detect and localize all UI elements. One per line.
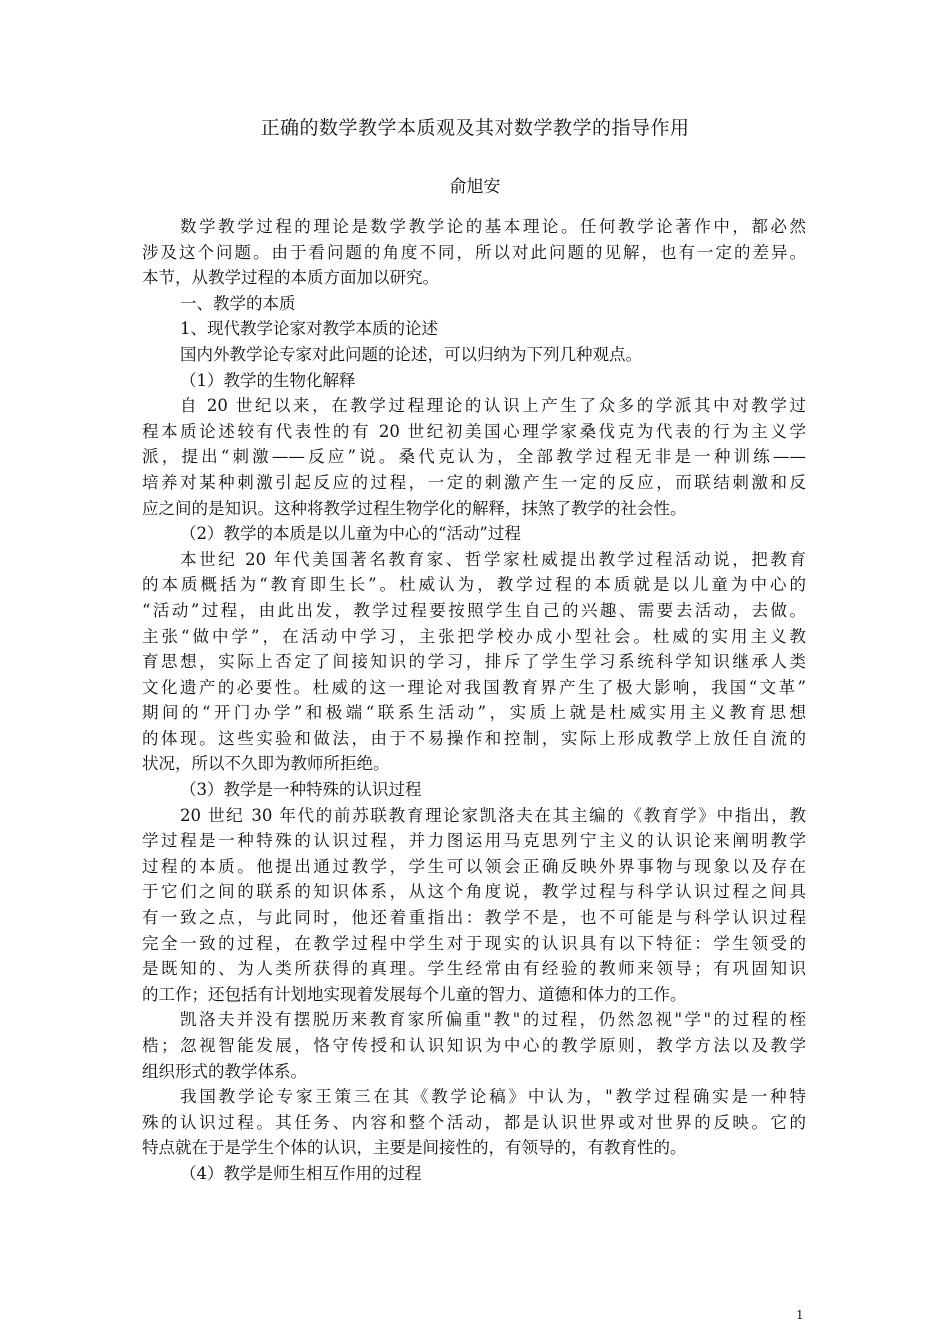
text-line: 的体现。这些实验和做法，由于不易操作和控制，实际上形成教学上放任自流的 (142, 728, 806, 748)
text-line: 程本质论述较有代表性的有 20 世纪初美国心理学家桑伐克为代表的行为主义学 (142, 421, 806, 441)
text-line: 的本质概括为“教育即生长”。杜威认为，教学过程的本质就是以儿童为中心的 (142, 575, 806, 595)
text-line: 完全一致的过程，在教学过程中学生对于现实的认识具有以下特征：学生领受的 (142, 933, 806, 953)
text-line: 凯洛夫并没有摆脱历来教育家所偏重"教"的过程，仍然忽视"学"的过程的桎 (180, 1010, 806, 1030)
document-body (142, 214, 806, 1187)
section-heading: 一、教学的本质 (180, 293, 296, 313)
subsection-heading: （3）教学是一种特殊的认识过程 (180, 780, 422, 800)
document-author: 俞旭安 (449, 177, 501, 197)
text-line: 学过程是一种特殊的认识过程，并力图运用马克思列宁主义的认识论来阐明教学 (142, 831, 806, 851)
text-line: 是既知的、为人类所获得的真理。学生经常由有经验的教师来领导；有巩固知识 (142, 959, 806, 979)
document-title: 正确的数学教学本质观及其对数学教学的指导作用 (260, 117, 690, 139)
subsection-heading: 1、现代教学论家对教学本质的论述 (180, 319, 438, 339)
text-line: “活动”过程，由此出发，教学过程要按照学生自己的兴趣、需要去活动，去做。 (142, 600, 806, 620)
text-line: 培养对某种刺激引起反应的过程，一定的刺激产生一定的反应，而联结刺激和反 (142, 472, 806, 492)
text-line: 国内外教学论专家对此问题的论述，可以归纳为下列几种观点。 (180, 344, 642, 364)
text-line: 过程的本质。他提出通过教学，学生可以领会正确反映外界事物与现象以及存在 (142, 856, 806, 876)
text-line: 自 20 世纪以来，在教学过程理论的认识上产生了众多的学派其中对教学过 (180, 396, 806, 416)
text-line: 育思想，实际上否定了间接知识的学习，排斥了学生学习系统科学知识继承人类 (142, 652, 806, 672)
text-line: 梏；忽视智能发展，恪守传授和认识知识为中心的教学原则，教学方法以及教学 (142, 1036, 806, 1055)
text-line: 组织形式的教学体系。 (142, 1061, 307, 1081)
text-line: 本节，从教学过程的本质方面加以研究。 (142, 268, 439, 288)
text-line: 数学教学过程的理论是数学教学论的基本理论。任何教学论著作中，都必然 (180, 217, 806, 236)
text-line: 有一致之点，与此同时，他还着重指出：教学不是，也不可能是与科学认识过程 (142, 908, 806, 928)
text-line: 殊的认识过程。其任务、内容和整个活动，都是认识世界或对世界的反映。它的 (142, 1112, 806, 1132)
text-line: 特点就在于是学生个体的认识，主要是间接性的，有领导的，有教育性的。 (142, 1138, 687, 1158)
text-line: 状况，所以不久即为教师所拒绝。 (142, 754, 390, 774)
subsection-heading: （2）教学的本质是以儿童为中心的“活动”过程 (180, 524, 521, 544)
page-number: 1 (796, 1308, 804, 1322)
text-line: 本世纪 20 年代美国著名教育家、哲学家杜威提出教学过程活动说，把教育 (180, 549, 806, 569)
text-line: 20 世纪 30 年代的前苏联教育理论家凯洛夫在其主编的《教育学》中指出，教 (180, 805, 806, 825)
subsection-heading: （4）教学是师生相互作用的过程 (180, 1163, 422, 1183)
text-line: 于它们之间的联系的知识体系，从这个角度说，教学过程与科学认识过程之间具 (142, 882, 806, 902)
text-line: 派，提出“刺激——反应”说。桑代克认为，全部教学过程无非是一种训练—— (142, 447, 806, 467)
text-line: 应之间的是知识。这种将教学过程生物学化的解释，抹煞了教学的社会性。 (142, 498, 687, 518)
text-line: 文化遗产的必要性。杜威的这一理论对我国教育界产生了极大影响，我国“文革” (142, 677, 806, 697)
subsection-heading: （1）教学的生物化解释 (180, 370, 356, 390)
text-line: 期间的“开门办学”和极端“联系生活动”，实质上就是杜威实用主义教育思想 (142, 703, 806, 723)
text-line: 涉及这个问题。由于看问题的角度不同，所以对此问题的见解，也有一定的差异。 (142, 242, 806, 262)
text-line: 主张“做中学”，在活动中学习，主张把学校办成小型社会。杜威的实用主义教 (142, 626, 806, 646)
text-line: 的工作；还包括有计划地实现着发展每个儿童的智力、道德和体力的工作。 (142, 984, 687, 1004)
text-line: 我国教学论专家王策三在其《教学论稿》中认为，"教学过程确实是一种特 (180, 1087, 806, 1107)
